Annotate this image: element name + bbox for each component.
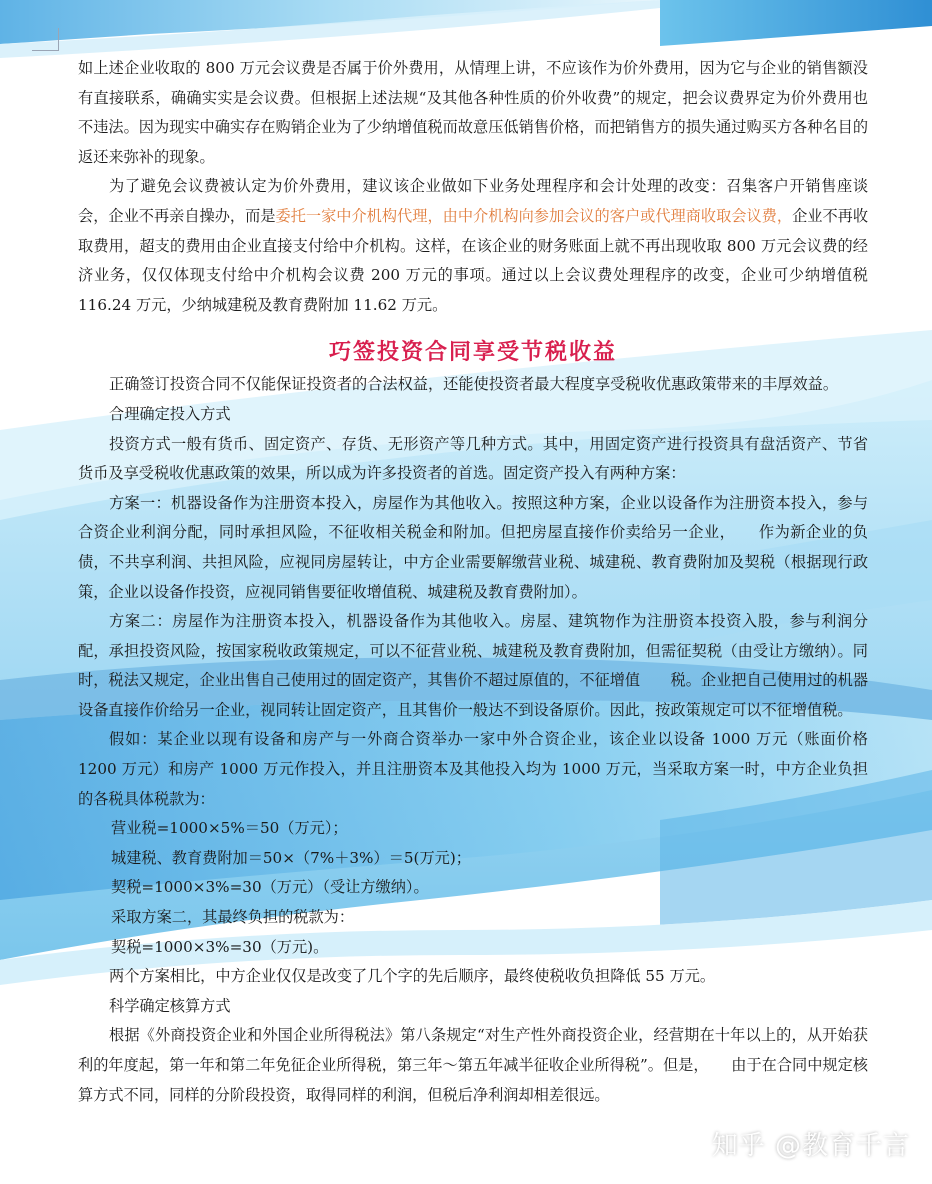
section-title: 巧签投资合同享受节税收益 xyxy=(328,339,617,366)
document-body xyxy=(78,54,868,1110)
paragraph-plan-2: 方案二：房屋作为注册资本投入，机器设备作为其他收入。房屋、建筑物作为注册资本投资入股，参与利润分配，承担投资风险，按国家税收政策规定，可以不征营业税、城建税及教育费附加，但需征契税（由受让方缴纳）。同时，税法又规定，企业出售自己使用过的固定资产，其售价不超过原值的，不征增值 税。企业把自己使用过的机器设备直接作价给另一企业，视同转让固定资产，且其售价一般达不到设备原价。因此，按政策规定可以不征增值税。 xyxy=(78,612,868,719)
calc-deed-tax: 契税=1000×3%=30（万元）（受让方缴纳）。 xyxy=(111,878,429,897)
heading-investment-method: 合理确定投入方式 xyxy=(109,404,231,423)
paragraph-law: 根据《外商投资企业和外国企业所得税法》第八条规定“对生产性外商投资企业，经营期在十年以上的，从开始获利的年度起，第一年和第二年免征企业所得税，第三年～第五年减半征收企业所得税”。但是， 由于在合同中规定核算方式不同，同样的分阶段投资，取得同样的利润，但税后净利润却相差很远。 xyxy=(78,1026,868,1104)
calc-business-tax: 营业税=1000×5%＝50（万元）； xyxy=(111,819,348,838)
paragraph-example: 假如：某企业以现有设备和房产与一外商合资举办一家中外合资企业，该企业以设备 1000 万元（账面价格 1200 万元）和房产 1000 万元作投入，并且注册资本及其他投入均为 1000 万元，当采取方案一时，中方企业负担的各税具体税款为： xyxy=(78,730,868,808)
highlighted-text: 委托一家中介机构代理，由中介机构向参加会议的客户或代理商收取会议费， xyxy=(275,206,793,225)
calc-plan-2-deed-tax: 契税=1000×3%=30（万元)。 xyxy=(111,937,329,956)
paragraph-2 xyxy=(78,172,868,320)
paragraph-2-start: 为了避免会议费被认定为价外费用，建议该企业做如下业务处理程序和会计处理的改变：召集客户开销售座谈会，企业不再亲自操办，而是 xyxy=(78,177,868,225)
paragraph-methods: 投资方式一般有货币、固定资产、存货、无形资产等几种方式。其中，用固定资产进行投资具有盘活资产、节省货币及享受税收优惠政策的效果，所以成为许多投资者的首选。固定资产投入有两种方案： xyxy=(78,434,868,483)
paragraph-1: 如上述企业收取的 800 万元会议费是否属于价外费用，从情理上讲，不应该作为价外费用，因为它与企业的销售额没有直接联系，确确实实是会议费。但根据上述法规“及其他各种性质的价外收费”的规定，把会议费界定为价外费用也不违法。因为现实中确实存在购销企业为了少纳增值税而故意压低销售价格，而把销售方的损失通过购买方各种名目的返还来弥补的现象。 xyxy=(78,59,868,166)
paragraph-2-end: 企业不再收取费用，超支的费用由企业直接支付给中介机构。这样，在该企业的财务账面上就不再出现收取 800 万元会议费的经济业务，仅仅体现支付给中介机构会议费 200 万元的事项。通过以上会议费处理程序的改变，企业可少纳增值税 116.24 万元，少纳城建税及教育费附加 11.62 万元。 xyxy=(78,206,869,314)
crop-mark xyxy=(32,28,59,51)
calc-city-tax: 城建税、教育费附加＝50×（7%＋3%）＝5(万元)； xyxy=(111,848,471,867)
heading-accounting-method: 科学确定核算方式 xyxy=(109,996,231,1015)
paragraph-compare: 两个方案相比，中方企业仅仅是改变了几个字的先后顺序，最终使税收负担降低 55 万元。 xyxy=(109,967,716,986)
paragraph-plan-1: 方案一：机器设备作为注册资本投入，房屋作为其他收入。按照这种方案，企业以设备作为注册资本投入，参与合资企业利润分配，同时承担风险，不征收相关税金和附加。但把房屋直接作价卖给另一企业， 作为新企业的负债，不共享利润、共担风险，应视同房屋转让，中方企业需要解缴营业税、城建税、教育费附加及契税（根据现行政策，企业以设备作投资，应视同销售要征收增值税、城建税及教育费附加）。 xyxy=(78,493,868,601)
watermark: 知乎 @教育千言 xyxy=(711,1131,910,1161)
section-intro: 正确签订投资合同不仅能保证投资者的合法权益，还能使投资者最大程度享受税收优惠政策带来的丰厚效益。 xyxy=(109,375,838,394)
calc-plan-2-intro: 采取方案二，其最终负担的税款为： xyxy=(111,908,354,927)
